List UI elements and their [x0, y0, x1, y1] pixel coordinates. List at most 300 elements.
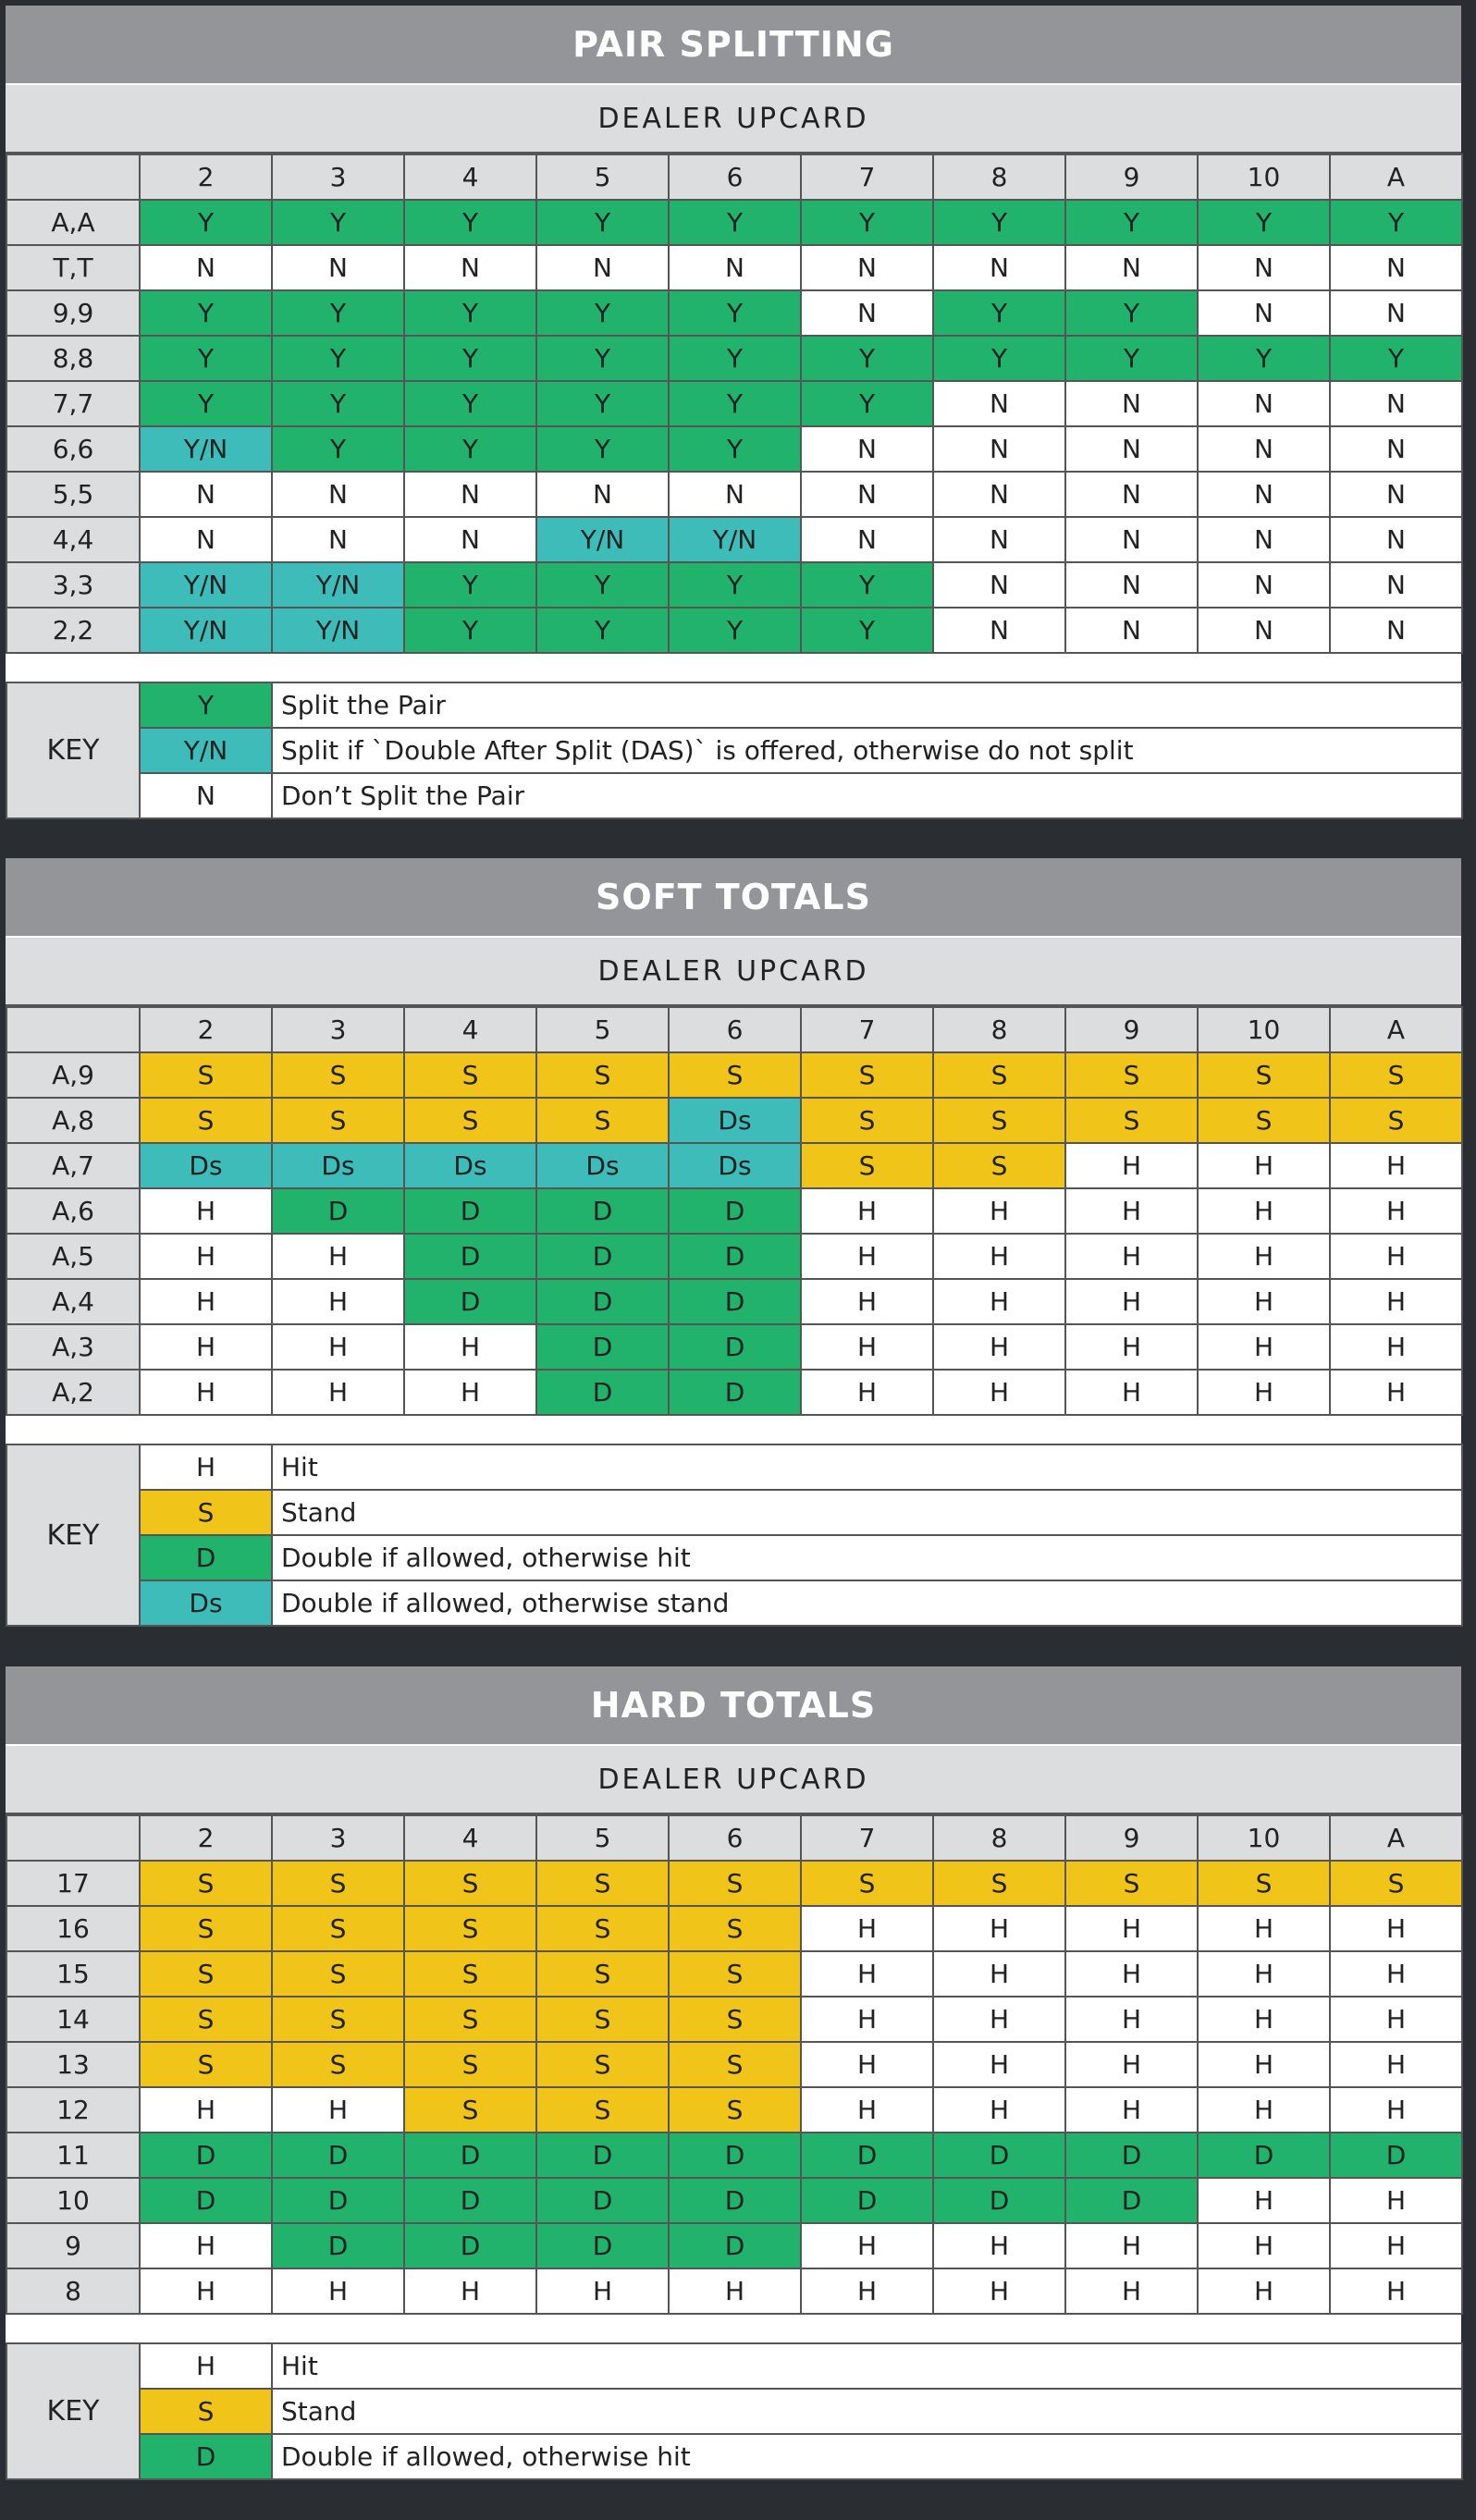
strategy-cell: H: [1065, 2042, 1198, 2087]
strategy-cell: N: [272, 245, 404, 290]
pair-splitting-section: [6, 6, 1461, 819]
row-header: 12: [6, 2087, 140, 2133]
column-header: 4: [404, 154, 536, 200]
strategy-cell: H: [801, 1188, 933, 1234]
strategy-cell: N: [404, 472, 536, 517]
strategy-cell: H: [404, 2268, 536, 2314]
strategy-cell: H: [1065, 1906, 1198, 1951]
strategy-cell: D: [801, 2178, 933, 2223]
strategy-cell: S: [536, 1098, 669, 1143]
strategy-cell: N: [1330, 290, 1462, 336]
strategy-cell: Y: [140, 336, 272, 381]
strategy-cell: S: [272, 1052, 404, 1098]
row-header: 9,9: [6, 290, 140, 336]
column-header-row: [6, 1007, 1462, 1052]
strategy-cell: S: [272, 1997, 404, 2042]
strategy-cell: S: [536, 1997, 669, 2042]
strategy-cell: S: [272, 1906, 404, 1951]
section-title: SOFT TOTALS: [6, 858, 1461, 938]
strategy-cell: S: [140, 1951, 272, 1997]
strategy-cell: N: [404, 245, 536, 290]
key-code: N: [140, 773, 272, 818]
strategy-cell: H: [1198, 1279, 1330, 1324]
corner-cell: [6, 1007, 140, 1052]
strategy-cell: Y: [404, 608, 536, 653]
column-header-row: [6, 154, 1462, 200]
key-code: S: [140, 1490, 272, 1535]
row-header: 14: [6, 1997, 140, 2042]
strategy-cell: H: [1065, 1279, 1198, 1324]
key-label: KEY: [6, 2343, 140, 2479]
strategy-cell: D: [404, 2223, 536, 2268]
key-row: [6, 1580, 1462, 1626]
table-row: [6, 200, 1462, 245]
strategy-cell: H: [1065, 2223, 1198, 2268]
strategy-cell: S: [140, 2042, 272, 2087]
strategy-cell: S: [404, 1951, 536, 1997]
column-header: A: [1330, 1815, 1462, 1861]
row-header: 15: [6, 1951, 140, 1997]
strategy-cell: Y: [404, 290, 536, 336]
strategy-cell: D: [536, 2223, 669, 2268]
table-row: [6, 472, 1462, 517]
strategy-cell: H: [1198, 2223, 1330, 2268]
key-description: Hit: [272, 2343, 1462, 2389]
strategy-cell: H: [272, 1234, 404, 1279]
strategy-cell: Y/N: [272, 562, 404, 608]
strategy-cell: N: [140, 517, 272, 562]
strategy-cell: S: [404, 1906, 536, 1951]
strategy-cell: Y: [1065, 200, 1198, 245]
strategy-cell: H: [1330, 2268, 1462, 2314]
strategy-cell: Y: [272, 290, 404, 336]
strategy-cell: N: [1330, 608, 1462, 653]
strategy-cell: N: [140, 245, 272, 290]
table-row: [6, 2087, 1462, 2133]
strategy-cell: Y: [669, 562, 801, 608]
strategy-cell: Y/N: [140, 426, 272, 472]
strategy-cell: H: [1198, 1234, 1330, 1279]
strategy-cell: H: [1198, 1188, 1330, 1234]
column-header: 9: [1065, 1815, 1198, 1861]
strategy-cell: N: [1065, 245, 1198, 290]
strategy-cell: H: [140, 2087, 272, 2133]
strategy-cell: H: [140, 2268, 272, 2314]
strategy-cell: H: [801, 1906, 933, 1951]
key-label: KEY: [6, 682, 140, 818]
row-header: A,7: [6, 1143, 140, 1188]
row-header: 8,8: [6, 336, 140, 381]
key-row: [6, 2343, 1462, 2389]
row-header: 5,5: [6, 472, 140, 517]
strategy-cell: N: [1065, 472, 1198, 517]
table-row: [6, 1324, 1462, 1370]
strategy-cell: N: [1330, 426, 1462, 472]
strategy-cell: N: [1198, 517, 1330, 562]
strategy-cell: H: [272, 1279, 404, 1324]
table-row: [6, 2223, 1462, 2268]
strategy-cell: H: [1198, 2087, 1330, 2133]
strategy-cell: S: [536, 1861, 669, 1906]
strategy-cell: N: [1330, 562, 1462, 608]
column-header: 5: [536, 1815, 669, 1861]
strategy-cell: Y: [536, 426, 669, 472]
strategy-cell: D: [801, 2133, 933, 2178]
strategy-cell: S: [933, 1143, 1065, 1188]
strategy-cell: H: [272, 2268, 404, 2314]
strategy-cell: Y: [1065, 290, 1198, 336]
key-code: D: [140, 1535, 272, 1580]
strategy-cell: S: [1198, 1052, 1330, 1098]
strategy-cell: N: [933, 381, 1065, 426]
key-row: [6, 728, 1462, 773]
row-header: A,8: [6, 1098, 140, 1143]
strategy-cell: S: [1065, 1098, 1198, 1143]
strategy-cell: H: [801, 1370, 933, 1415]
column-header: 3: [272, 154, 404, 200]
strategy-cell: Y: [272, 336, 404, 381]
strategy-cell: S: [140, 1052, 272, 1098]
strategy-cell: H: [140, 1324, 272, 1370]
strategy-cell: H: [1065, 1324, 1198, 1370]
strategy-cell: D: [404, 1279, 536, 1324]
strategy-cell: H: [801, 2087, 933, 2133]
table-row: [6, 2042, 1462, 2087]
strategy-cell: D: [536, 1370, 669, 1415]
strategy-cell: H: [1065, 1997, 1198, 2042]
strategy-cell: H: [1330, 1279, 1462, 1324]
strategy-cell: Y: [1330, 336, 1462, 381]
strategy-cell: N: [933, 472, 1065, 517]
strategy-cell: Y: [536, 290, 669, 336]
strategy-cell: H: [801, 2042, 933, 2087]
strategy-cell: N: [1198, 472, 1330, 517]
strategy-cell: D: [669, 1188, 801, 1234]
strategy-cell: Y: [1330, 200, 1462, 245]
strategy-cell: H: [933, 2268, 1065, 2314]
column-header: 7: [801, 154, 933, 200]
spacer: [6, 2315, 1461, 2342]
table-row: [6, 1188, 1462, 1234]
strategy-cell: N: [933, 245, 1065, 290]
column-header: 7: [801, 1815, 933, 1861]
strategy-cell: N: [1330, 245, 1462, 290]
strategy-cell: H: [1198, 1324, 1330, 1370]
strategy-cell: H: [1330, 2087, 1462, 2133]
corner-cell: [6, 1815, 140, 1861]
row-header: 13: [6, 2042, 140, 2087]
strategy-cell: H: [1330, 2178, 1462, 2223]
strategy-cell: H: [1330, 1324, 1462, 1370]
strategy-cell: S: [1330, 1098, 1462, 1143]
column-header: 8: [933, 154, 1065, 200]
column-header: 8: [933, 1815, 1065, 1861]
strategy-cell: S: [404, 1098, 536, 1143]
strategy-cell: D: [536, 2133, 669, 2178]
strategy-cell: H: [1065, 1188, 1198, 1234]
strategy-cell: Y: [404, 426, 536, 472]
row-header: 7,7: [6, 381, 140, 426]
key-description: Stand: [272, 2389, 1462, 2434]
strategy-cell: S: [801, 1143, 933, 1188]
strategy-cell: N: [1198, 562, 1330, 608]
strategy-cell: N: [140, 472, 272, 517]
key-code: S: [140, 2389, 272, 2434]
strategy-cell: H: [140, 2223, 272, 2268]
strategy-cell: Ds: [272, 1143, 404, 1188]
row-header: 11: [6, 2133, 140, 2178]
key-code: D: [140, 2434, 272, 2479]
strategy-cell: S: [404, 1861, 536, 1906]
strategy-cell: Y: [1198, 336, 1330, 381]
strategy-cell: H: [1065, 2087, 1198, 2133]
row-header: 6,6: [6, 426, 140, 472]
strategy-cell: H: [933, 2087, 1065, 2133]
strategy-cell: S: [1198, 1861, 1330, 1906]
strategy-cell: N: [801, 426, 933, 472]
table-row: [6, 1997, 1462, 2042]
strategy-cell: Y: [536, 381, 669, 426]
strategy-cell: H: [140, 1279, 272, 1324]
strategy-cell: Y: [536, 562, 669, 608]
strategy-cell: H: [1198, 1951, 1330, 1997]
strategy-cell: H: [801, 1997, 933, 2042]
strategy-cell: N: [933, 517, 1065, 562]
strategy-cell: H: [1065, 1370, 1198, 1415]
key-code: Y: [140, 682, 272, 728]
strategy-cell: D: [1198, 2133, 1330, 2178]
key-row: [6, 1490, 1462, 1535]
strategy-cell: Y: [669, 290, 801, 336]
table-row: [6, 1052, 1462, 1098]
strategy-cell: D: [140, 2178, 272, 2223]
strategy-cell: N: [1065, 517, 1198, 562]
strategy-cell: H: [933, 2223, 1065, 2268]
table-row: [6, 1370, 1462, 1415]
strategy-cell: N: [1330, 517, 1462, 562]
strategy-cell: N: [933, 608, 1065, 653]
key-table: [6, 2342, 1463, 2480]
key-row: [6, 1444, 1462, 1490]
column-header: 6: [669, 1007, 801, 1052]
strategy-cell: Y: [140, 200, 272, 245]
table-row: [6, 1234, 1462, 1279]
strategy-cell: Y: [272, 426, 404, 472]
strategy-cell: H: [933, 1279, 1065, 1324]
row-header: A,9: [6, 1052, 140, 1098]
strategy-cell: Ds: [536, 1143, 669, 1188]
row-header: A,A: [6, 200, 140, 245]
strategy-cell: N: [801, 472, 933, 517]
section-title: HARD TOTALS: [6, 1666, 1461, 1746]
strategy-cell: D: [669, 1234, 801, 1279]
key-row: [6, 2389, 1462, 2434]
strategy-cell: N: [933, 562, 1065, 608]
strategy-cell: Y: [801, 200, 933, 245]
strategy-cell: N: [1198, 426, 1330, 472]
column-header: 9: [1065, 154, 1198, 200]
strategy-cell: N: [1198, 381, 1330, 426]
table-row: [6, 336, 1462, 381]
section-subtitle: DEALER UPCARD: [6, 938, 1461, 1006]
strategy-cell: D: [272, 2133, 404, 2178]
key-row: [6, 1535, 1462, 1580]
strategy-cell: H: [272, 1370, 404, 1415]
strategy-cell: D: [669, 2178, 801, 2223]
strategy-cell: H: [933, 1906, 1065, 1951]
strategy-cell: S: [669, 1951, 801, 1997]
strategy-cell: D: [272, 2223, 404, 2268]
strategy-cell: S: [404, 2042, 536, 2087]
row-header: T,T: [6, 245, 140, 290]
strategy-grid: [6, 1006, 1463, 1416]
strategy-cell: H: [1198, 1143, 1330, 1188]
strategy-cell: S: [272, 1098, 404, 1143]
strategy-cell: D: [536, 1188, 669, 1234]
strategy-cell: D: [536, 2178, 669, 2223]
strategy-cell: Ds: [669, 1098, 801, 1143]
strategy-cell: H: [1330, 1997, 1462, 2042]
strategy-cell: N: [1065, 562, 1198, 608]
column-header: 2: [140, 154, 272, 200]
strategy-cell: H: [1330, 1951, 1462, 1997]
strategy-cell: Y: [1065, 336, 1198, 381]
strategy-cell: S: [1330, 1861, 1462, 1906]
strategy-cell: D: [669, 2223, 801, 2268]
strategy-cell: S: [1198, 1098, 1330, 1143]
strategy-cell: Y: [669, 381, 801, 426]
corner-cell: [6, 154, 140, 200]
strategy-cell: S: [272, 2042, 404, 2087]
strategy-cell: Ds: [404, 1143, 536, 1188]
column-header: 10: [1198, 1815, 1330, 1861]
strategy-cell: S: [933, 1052, 1065, 1098]
strategy-cell: H: [933, 1234, 1065, 1279]
strategy-cell: H: [1198, 2042, 1330, 2087]
strategy-cell: H: [272, 1324, 404, 1370]
column-header: 2: [140, 1007, 272, 1052]
soft-totals-section: [6, 858, 1461, 1627]
row-header: 10: [6, 2178, 140, 2223]
key-description: Double if allowed, otherwise stand: [272, 1580, 1462, 1626]
column-header: A: [1330, 154, 1462, 200]
strategy-cell: D: [669, 1279, 801, 1324]
key-description: Split if `Double After Split (DAS)` is offered, otherwise do not split: [272, 728, 1462, 773]
row-header: 16: [6, 1906, 140, 1951]
column-header: 8: [933, 1007, 1065, 1052]
strategy-cell: H: [801, 2223, 933, 2268]
table-row: [6, 1906, 1462, 1951]
strategy-cell: S: [404, 2087, 536, 2133]
strategy-cell: S: [801, 1098, 933, 1143]
key-code: H: [140, 1444, 272, 1490]
strategy-cell: S: [669, 2087, 801, 2133]
strategy-cell: Y: [801, 608, 933, 653]
row-header: 2,2: [6, 608, 140, 653]
table-row: [6, 2268, 1462, 2314]
strategy-cell: H: [140, 1234, 272, 1279]
strategy-cell: S: [404, 1052, 536, 1098]
strategy-cell: Y: [933, 200, 1065, 245]
strategy-cell: S: [1065, 1861, 1198, 1906]
column-header: 7: [801, 1007, 933, 1052]
row-header: A,5: [6, 1234, 140, 1279]
key-row: [6, 682, 1462, 728]
row-header: 3,3: [6, 562, 140, 608]
strategy-cell: S: [140, 1861, 272, 1906]
strategy-cell: Y: [1198, 200, 1330, 245]
strategy-cell: S: [669, 1861, 801, 1906]
table-row: [6, 1098, 1462, 1143]
strategy-cell: Y: [536, 608, 669, 653]
strategy-cell: H: [1198, 1370, 1330, 1415]
table-row: [6, 2133, 1462, 2178]
strategy-cell: N: [1330, 381, 1462, 426]
strategy-cell: Y/N: [140, 562, 272, 608]
column-header: 3: [272, 1815, 404, 1861]
strategy-cell: N: [536, 245, 669, 290]
column-header-row: [6, 1815, 1462, 1861]
strategy-cell: N: [272, 472, 404, 517]
strategy-cell: S: [669, 2042, 801, 2087]
strategy-cell: N: [1198, 245, 1330, 290]
strategy-cell: N: [669, 245, 801, 290]
strategy-cell: S: [140, 1997, 272, 2042]
key-description: Split the Pair: [272, 682, 1462, 728]
strategy-cell: Y: [404, 562, 536, 608]
column-header: 5: [536, 1007, 669, 1052]
column-header: 5: [536, 154, 669, 200]
key-code: Y/N: [140, 728, 272, 773]
row-header: A,6: [6, 1188, 140, 1234]
strategy-cell: S: [801, 1052, 933, 1098]
strategy-cell: Y/N: [669, 517, 801, 562]
strategy-cell: Y: [933, 290, 1065, 336]
strategy-cell: H: [801, 2268, 933, 2314]
key-row: [6, 2434, 1462, 2479]
strategy-cell: N: [1065, 426, 1198, 472]
strategy-cell: H: [1330, 1370, 1462, 1415]
strategy-cell: H: [1330, 2223, 1462, 2268]
strategy-cell: D: [933, 2178, 1065, 2223]
column-header: 2: [140, 1815, 272, 1861]
strategy-cell: N: [1065, 381, 1198, 426]
strategy-cell: D: [536, 1234, 669, 1279]
table-row: [6, 1143, 1462, 1188]
strategy-cell: H: [669, 2268, 801, 2314]
strategy-cell: S: [933, 1098, 1065, 1143]
strategy-cell: Y: [933, 336, 1065, 381]
strategy-cell: D: [404, 2178, 536, 2223]
strategy-cell: N: [272, 517, 404, 562]
strategy-cell: H: [1198, 2268, 1330, 2314]
strategy-cell: H: [1198, 1906, 1330, 1951]
strategy-cell: D: [404, 2133, 536, 2178]
strategy-cell: H: [1198, 1997, 1330, 2042]
strategy-cell: H: [801, 1234, 933, 1279]
strategy-cell: H: [801, 1279, 933, 1324]
column-header: 6: [669, 154, 801, 200]
strategy-cell: Y/N: [272, 608, 404, 653]
strategy-cell: S: [536, 1906, 669, 1951]
row-header: 8: [6, 2268, 140, 2314]
key-row: [6, 773, 1462, 818]
strategy-cell: H: [933, 2042, 1065, 2087]
strategy-cell: H: [1330, 1234, 1462, 1279]
strategy-cell: S: [536, 2042, 669, 2087]
strategy-cell: H: [801, 1324, 933, 1370]
strategy-cell: D: [536, 1324, 669, 1370]
